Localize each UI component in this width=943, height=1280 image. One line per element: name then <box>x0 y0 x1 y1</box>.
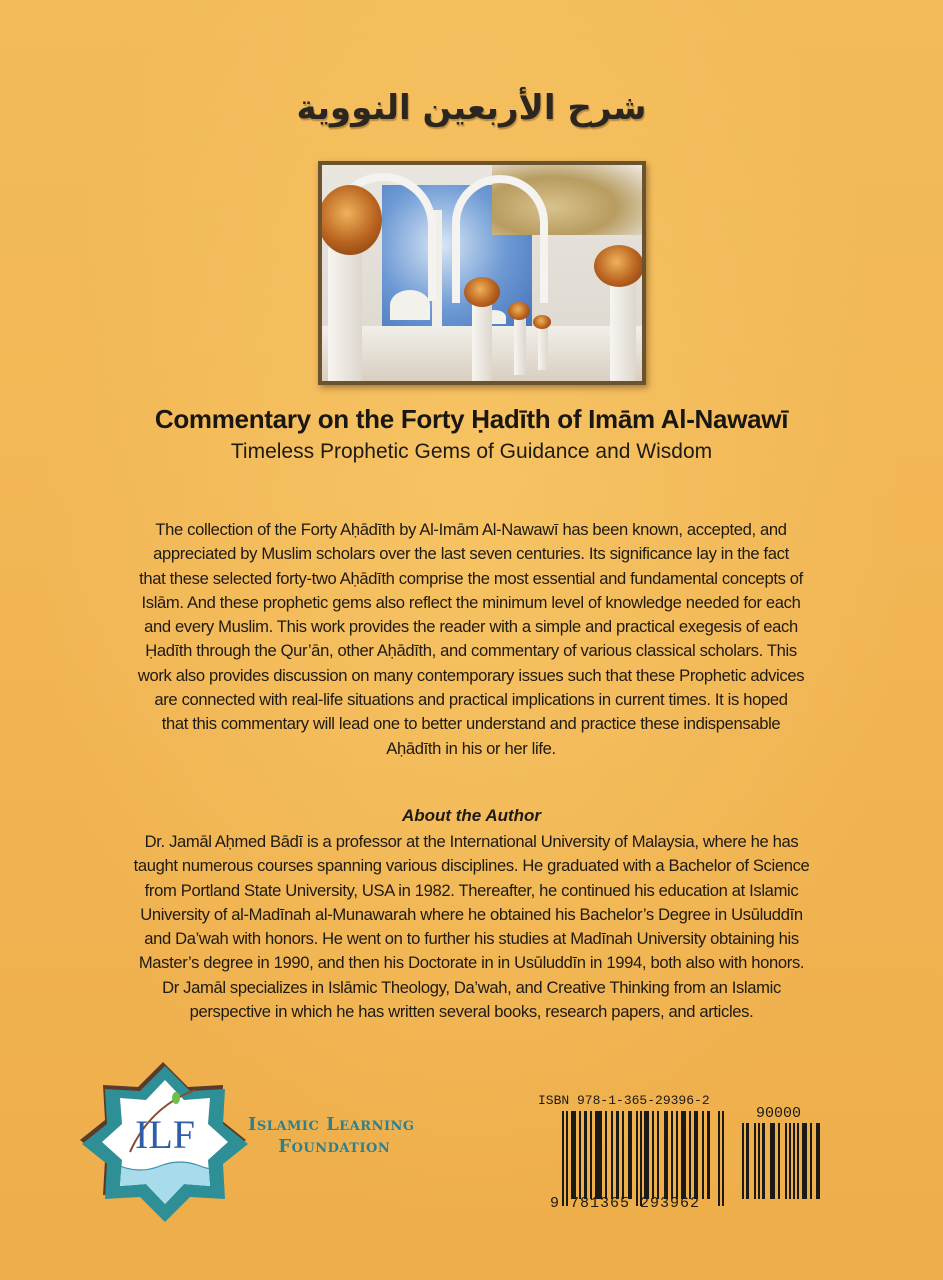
description-line: are connected with real-life situations and practical implications in current times. It is hoped <box>154 690 788 710</box>
cover-photo <box>322 165 642 381</box>
barcode <box>536 1093 836 1213</box>
description-line: appreciated by Muslim scholars over the last seven centuries. Its significance lay in the fact <box>153 544 789 564</box>
photo-capital <box>508 302 530 320</box>
cover-photo-frame <box>318 161 646 385</box>
book-subtitle: Timeless Prophetic Gems of Guidance and Wisdom <box>230 440 713 463</box>
description-line: Islām. And these prophetic gems also reflect the minimum level of knowledge needed for each <box>141 592 801 612</box>
bio-line: Dr. Jamāl Aḥmed Bādī is a professor at the International University of Malaysia, where he has <box>144 832 799 851</box>
description-line: Ḥadīth through the Qur’ān, other Aḥādīth, and commentary of various classical scholars. This <box>145 641 797 661</box>
about-author-heading: About the Author <box>401 806 542 825</box>
bio-line: Master’s degree in 1990, and then his Doctorate in in Usūluddīn in 1994, both also with honors. <box>138 953 805 973</box>
bio-line: Dr Jamāl specializes in Islāmic Theology, Da’wah, and Creative Thinking from an Islamic <box>162 977 781 997</box>
bio-line: from Portland State University, USA in 1982. Thereafter, he continued his education at Islamic <box>144 880 799 900</box>
photo-pillar <box>610 280 636 381</box>
isbn-label: ISBN 978-1-365-29396-2 <box>538 1093 710 1108</box>
barcode-bars-icon <box>562 1111 724 1206</box>
eight-point-star-logo-icon <box>80 1062 250 1222</box>
publisher-name <box>248 1114 415 1158</box>
photo-capital <box>464 277 500 307</box>
photo-pillar <box>472 300 492 381</box>
arabic-title: شرح الأربعين النووية <box>296 88 647 128</box>
barcode-addon-bars-icon <box>742 1123 824 1199</box>
bio-line: perspective in which he has written several books, research papers, and articles. <box>189 1002 754 1022</box>
svg-text:ILF: ILF <box>135 1112 195 1157</box>
description-line: Aḥādīth in his or her life. <box>386 738 556 758</box>
bio-line: taught numerous courses spanning various disciplines. He graduated with a Bachelor of Science <box>133 856 810 876</box>
description-line: and every Muslim. This work provides the reader with a simple and practical exegesis of each <box>144 617 798 637</box>
photo-capital <box>533 315 551 329</box>
publisher-name-line2: Foundation <box>278 1136 391 1157</box>
description-line: that these selected forty-two Aḥādīth comprise the most essential and fundamental concepts of <box>139 568 803 588</box>
description-line: work also provides discussion on many contemporary issues such that these Prophetic advices <box>137 665 805 685</box>
bio-line: and Da’wah with honors. He went on to further his studies at Madīnah University obtaining his <box>144 929 799 949</box>
description-line: The collection of the Forty Aḥādīth by Al-Imām Al-Nawawī has been known, accepted, and <box>155 520 787 539</box>
author-bio <box>70 830 873 1024</box>
photo-pillar <box>514 315 526 375</box>
photo-pillar <box>328 235 362 381</box>
publisher-name-line1: Islamic Learning <box>248 1114 415 1135</box>
book-title: Commentary on the Forty Ḥadīth of Imām Al-Nawawī <box>154 404 789 434</box>
price-code: 90000 <box>756 1105 802 1122</box>
barcode-digits: 9 781365 293962 <box>550 1195 701 1212</box>
photo-pillar <box>538 325 548 370</box>
description-line: that this commentary will lead one to better understand and practice these indispensable <box>161 714 781 734</box>
photo-capital <box>594 245 642 287</box>
bio-line: University of al-Madīnah al-Munawarah where he obtained his Bachelor’s Degree in Usūluddīn <box>140 904 803 924</box>
book-description <box>95 518 847 761</box>
publisher-logo <box>80 1062 250 1222</box>
